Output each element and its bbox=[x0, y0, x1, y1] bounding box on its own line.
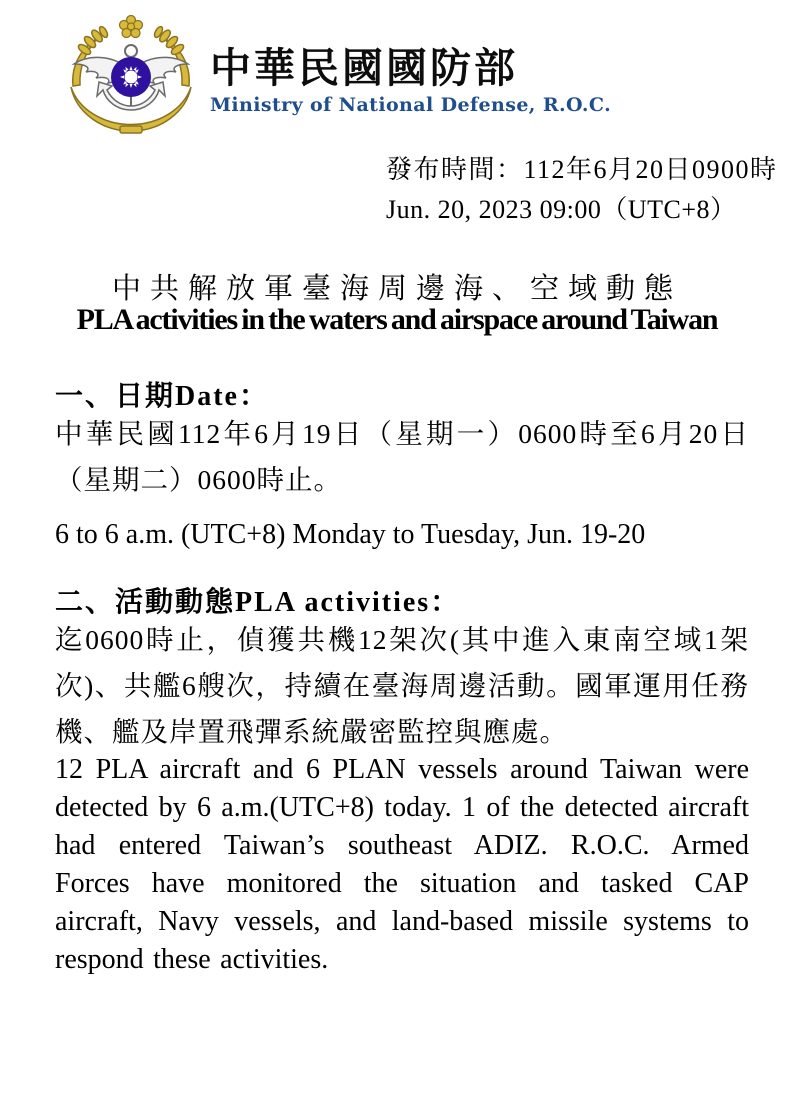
org-name-block bbox=[210, 10, 611, 116]
section-date-heading: 一、日期Date： bbox=[55, 381, 269, 412]
release-datetime-en: Jun. 20, 2023 09:00（UTC+8） bbox=[386, 195, 737, 224]
header bbox=[56, 10, 611, 144]
mnd-emblem-icon bbox=[56, 10, 206, 144]
org-name-en: Ministry of National Defense, R.O.C. bbox=[210, 94, 612, 117]
doc-title-en: PLA activities in the waters and airspace around Taiwan bbox=[76, 303, 718, 336]
org-name-zh: 中華民國國防部 bbox=[210, 45, 518, 91]
release-time-block bbox=[386, 150, 778, 230]
section-activities-heading: 二、活動動態PLA activities： bbox=[55, 587, 461, 618]
release-datetime-zh: 發布時間：112年6月20日0900時 bbox=[386, 155, 778, 184]
plum-blossom-icon bbox=[120, 16, 143, 38]
section-date-body-en: 6 to 6 a.m. (UTC+8) Monday to Tuesday, Jun. 19-20 bbox=[55, 519, 646, 550]
section-activities-body-zh: 迄0600時止，偵獲共機12架次(其中進入東南空域1架次)、共艦6艘次，持續在臺海周邊活動。國軍運用任務機、艦及岸置飛彈系統嚴密監控與應處。 bbox=[55, 624, 749, 747]
doc-title-zh: 中共解放軍臺海周邊海、空域動態 bbox=[111, 273, 682, 305]
sun-disc-icon bbox=[111, 57, 151, 97]
section-date-body-zh: 中華民國112年6月19日（星期一）0600時至6月20日（星期二）0600時止。 bbox=[55, 418, 749, 495]
section-activities-body-en: 12 PLA aircraft and 6 PLAN vessels around Taiwan were detected by 6 a.m.(UTC+8) today. 1 of the detected aircraft had entered Taiwan’s southeast ADIZ. R.O.C. Armed Forces have monitored the situation and tasked CAP aircraft, Navy vessels, and land-based missile systems to respond these activities. bbox=[55, 754, 749, 975]
